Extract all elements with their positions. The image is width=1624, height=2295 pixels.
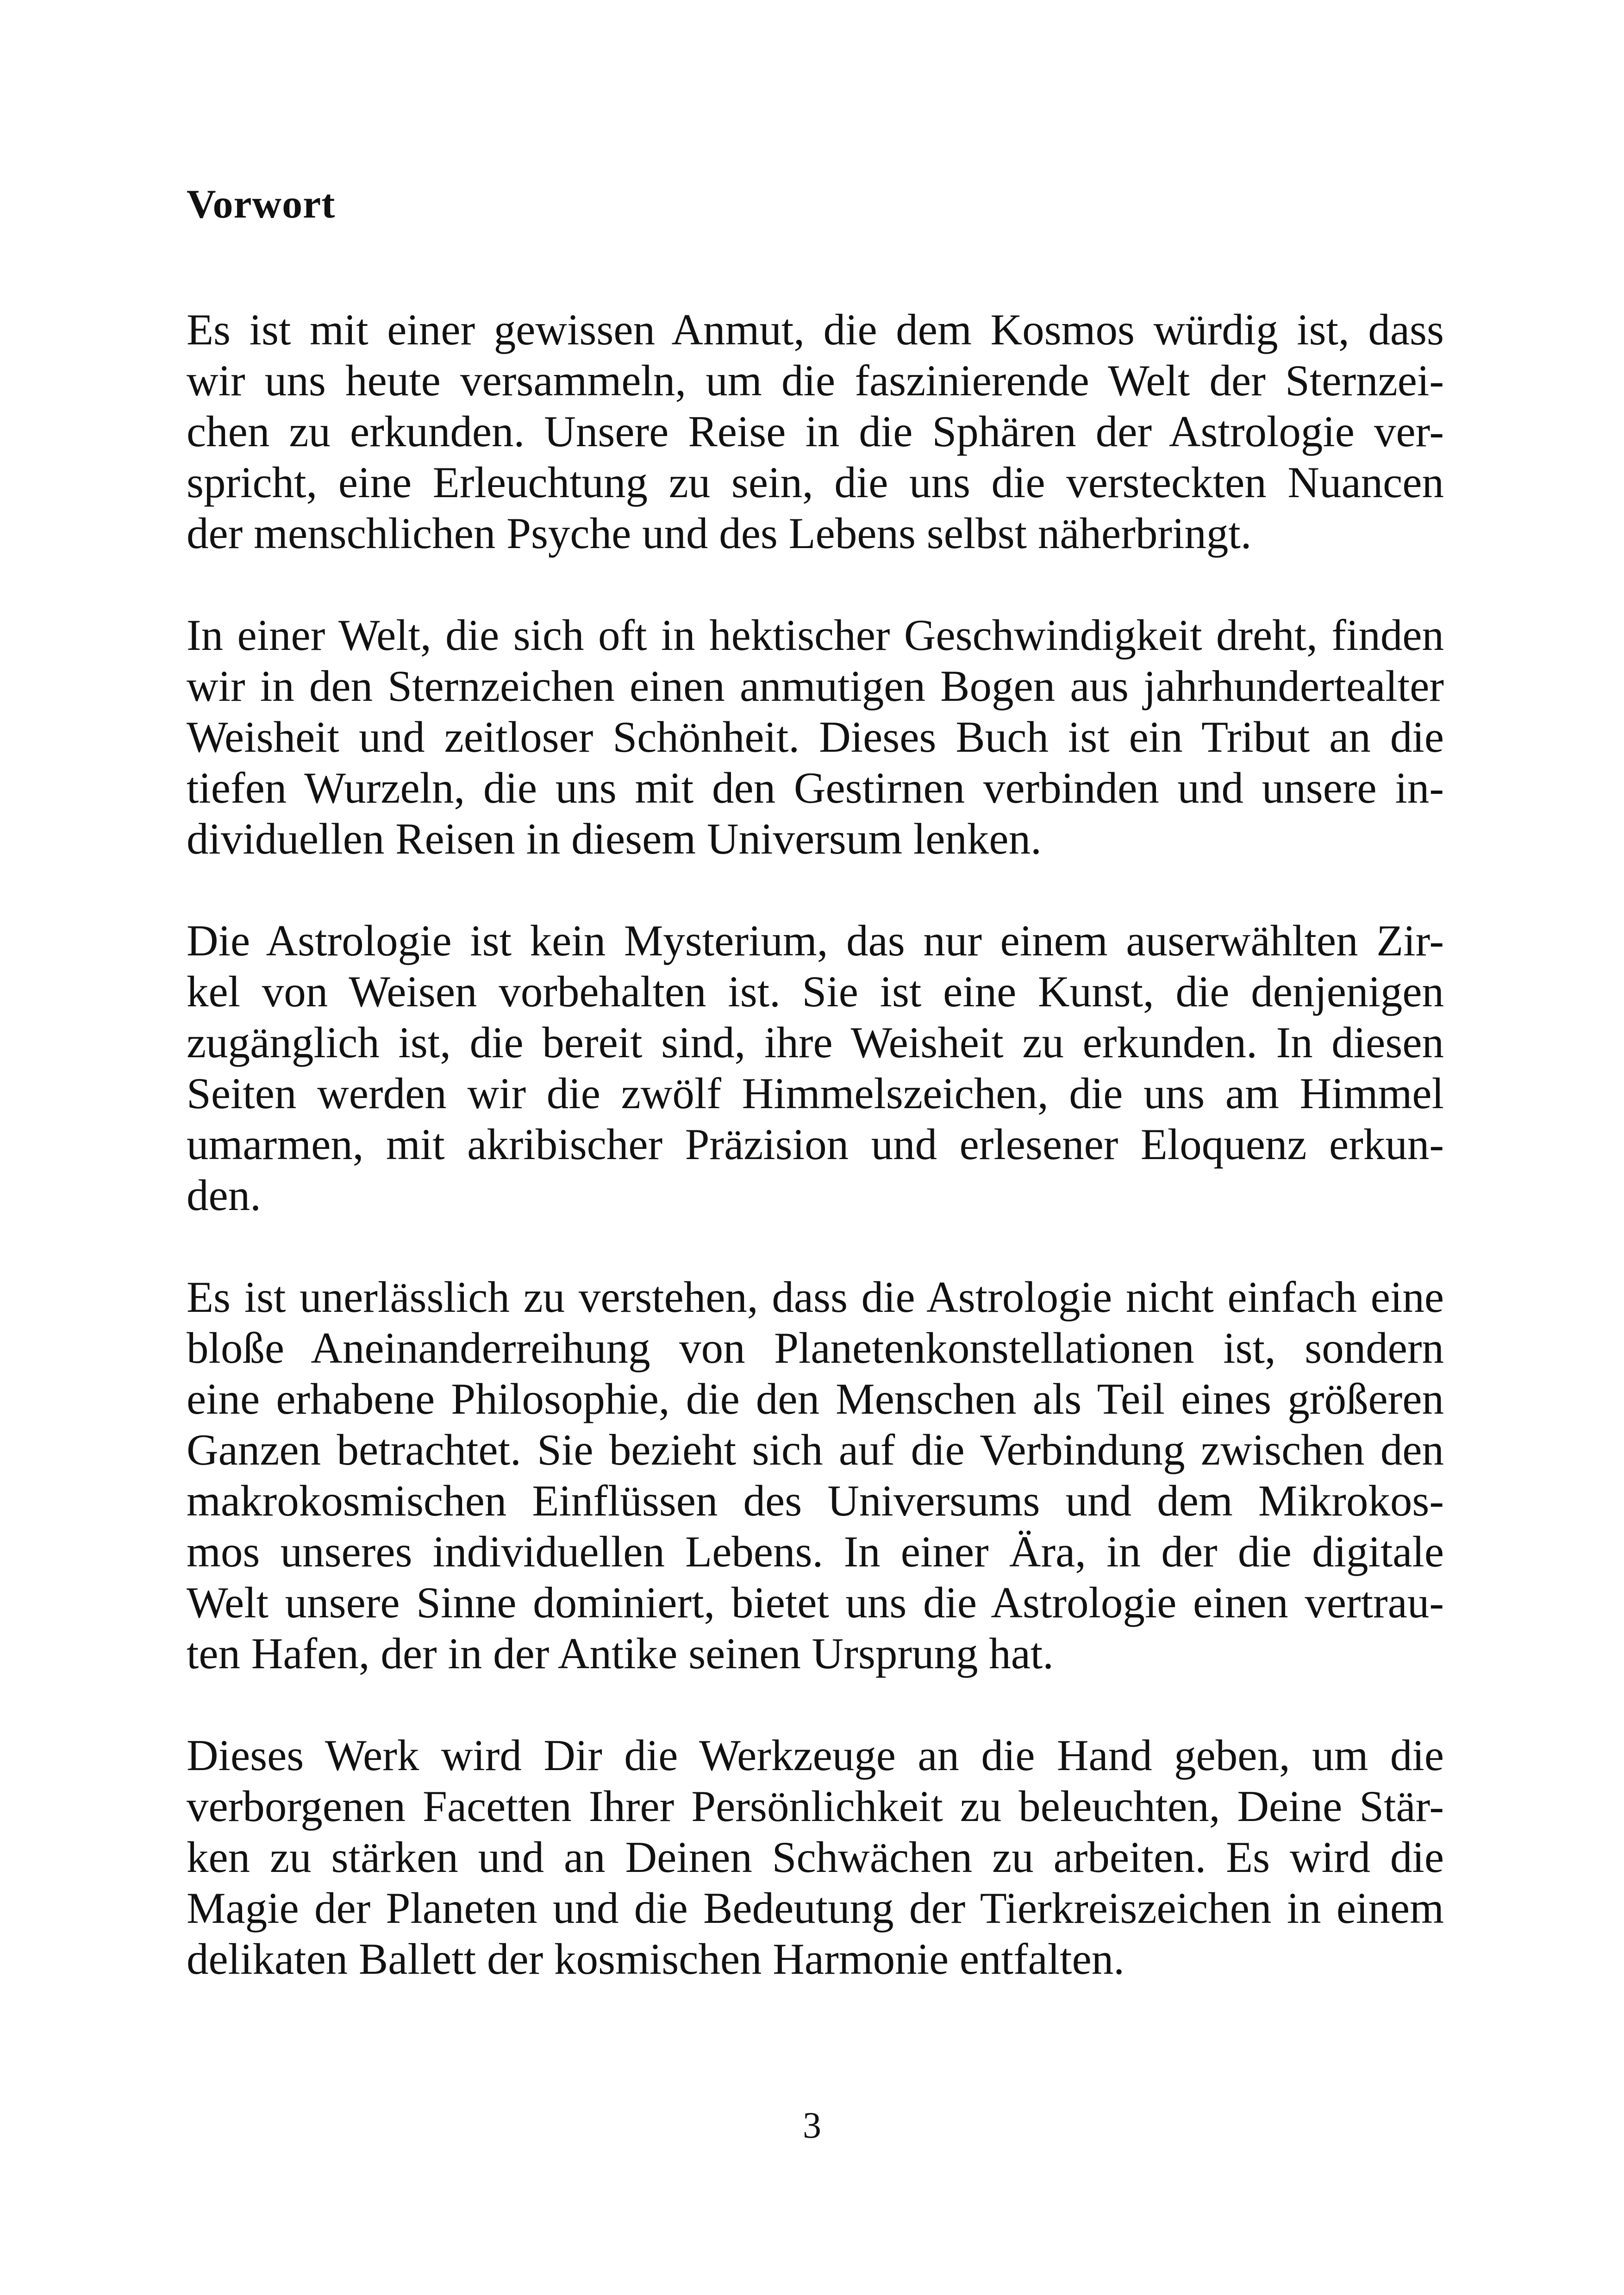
- paragraph-1: [187, 304, 1444, 559]
- text-line: Es ist mit einer gewissen Anmut, die dem Kosmos würdig ist, dass: [187, 305, 1444, 354]
- text-line: Seiten werden wir die zwölf Himmelszeichen, die uns am Himmel: [187, 1069, 1444, 1118]
- text-line: umarmen, mit akribischer Präzision und erlesener Eloquenz erkun-: [187, 1120, 1444, 1169]
- text-line: makrokosmischen Einflüssen des Universums und dem Mikrokos-: [187, 1476, 1444, 1525]
- text-line: dividuellen Reisen in diesem Universum lenken.: [187, 814, 1042, 863]
- paragraph-gap: [187, 1679, 1444, 1730]
- text-line: In einer Welt, die sich oft in hektischer Geschwindigkeit dreht, finden: [187, 611, 1444, 660]
- text-line: der menschlichen Psyche und des Lebens selbst näherbringt.: [187, 509, 1252, 558]
- text-line: chen zu erkunden. Unsere Reise in die Sphären der Astrologie ver-: [187, 407, 1444, 456]
- paragraph-5: [187, 1730, 1444, 1984]
- text-line: mos unseres individuellen Lebens. In einer Ära, in der die digitale: [187, 1527, 1444, 1576]
- paragraph-gap: [187, 559, 1444, 610]
- text-line: wir uns heute versammeln, um die faszinierende Welt der Sternzei-: [187, 356, 1444, 405]
- paragraph-gap: [187, 864, 1444, 915]
- page-number: 3: [803, 2105, 821, 2146]
- text-line: ken zu stärken und an Deinen Schwächen zu arbeiten. Es wird die: [187, 1833, 1444, 1882]
- text-line: bloße Aneinanderreihung von Planetenkonstellationen ist, sondern: [187, 1323, 1444, 1372]
- text-line: Die Astrologie ist kein Mysterium, das nur einem auserwählten Zir-: [187, 916, 1444, 965]
- text-line: Magie der Planeten und die Bedeutung der Tierkreiszeichen in einem: [187, 1883, 1444, 1933]
- text-line: kel von Weisen vorbehalten ist. Sie ist eine Kunst, die denjenigen: [187, 967, 1444, 1016]
- paragraph-2: [187, 610, 1444, 864]
- paragraph-gap: [187, 1221, 1444, 1272]
- text-line: wir in den Sternzeichen einen anmutigen Bogen aus jahrhundertealter: [187, 661, 1444, 711]
- text-line: delikaten Ballett der kosmischen Harmonie entfalten.: [187, 1934, 1124, 1983]
- paragraph-4: [187, 1272, 1444, 1679]
- text-line: Weisheit und zeitloser Schönheit. Dieses Buch ist ein Tribut an die: [187, 712, 1444, 761]
- text-line: ten Hafen, der in der Antike seinen Ursprung hat.: [187, 1629, 1054, 1678]
- text-line: eine erhabene Philosophie, die den Menschen als Teil eines größeren: [187, 1374, 1444, 1423]
- text-line: Dieses Werk wird Dir die Werkzeuge an die Hand geben, um die: [187, 1731, 1444, 1780]
- text-line: tiefen Wurzeln, die uns mit den Gestirnen verbinden und unsere in-: [187, 763, 1444, 812]
- text-line: Es ist unerlässlich zu verstehen, dass die Astrologie nicht einfach eine: [187, 1272, 1444, 1322]
- paragraph-3: [187, 915, 1444, 1221]
- body-text: [187, 304, 1444, 1984]
- text-line: verborgenen Facetten Ihrer Persönlichkeit zu beleuchten, Deine Stär-: [187, 1782, 1444, 1831]
- text-line: den.: [187, 1171, 261, 1220]
- text-line: spricht, eine Erleuchtung zu sein, die uns die versteckten Nuancen: [187, 458, 1444, 507]
- text-line: Ganzen betrachtet. Sie bezieht sich auf die Verbindung zwischen den: [187, 1425, 1444, 1474]
- page-title: Vorwort: [187, 182, 336, 227]
- text-line: Welt unsere Sinne dominiert, bietet uns die Astrologie einen vertrau-: [187, 1578, 1444, 1627]
- text-line: zugänglich ist, die bereit sind, ihre Weisheit zu erkunden. In diesen: [187, 1018, 1444, 1067]
